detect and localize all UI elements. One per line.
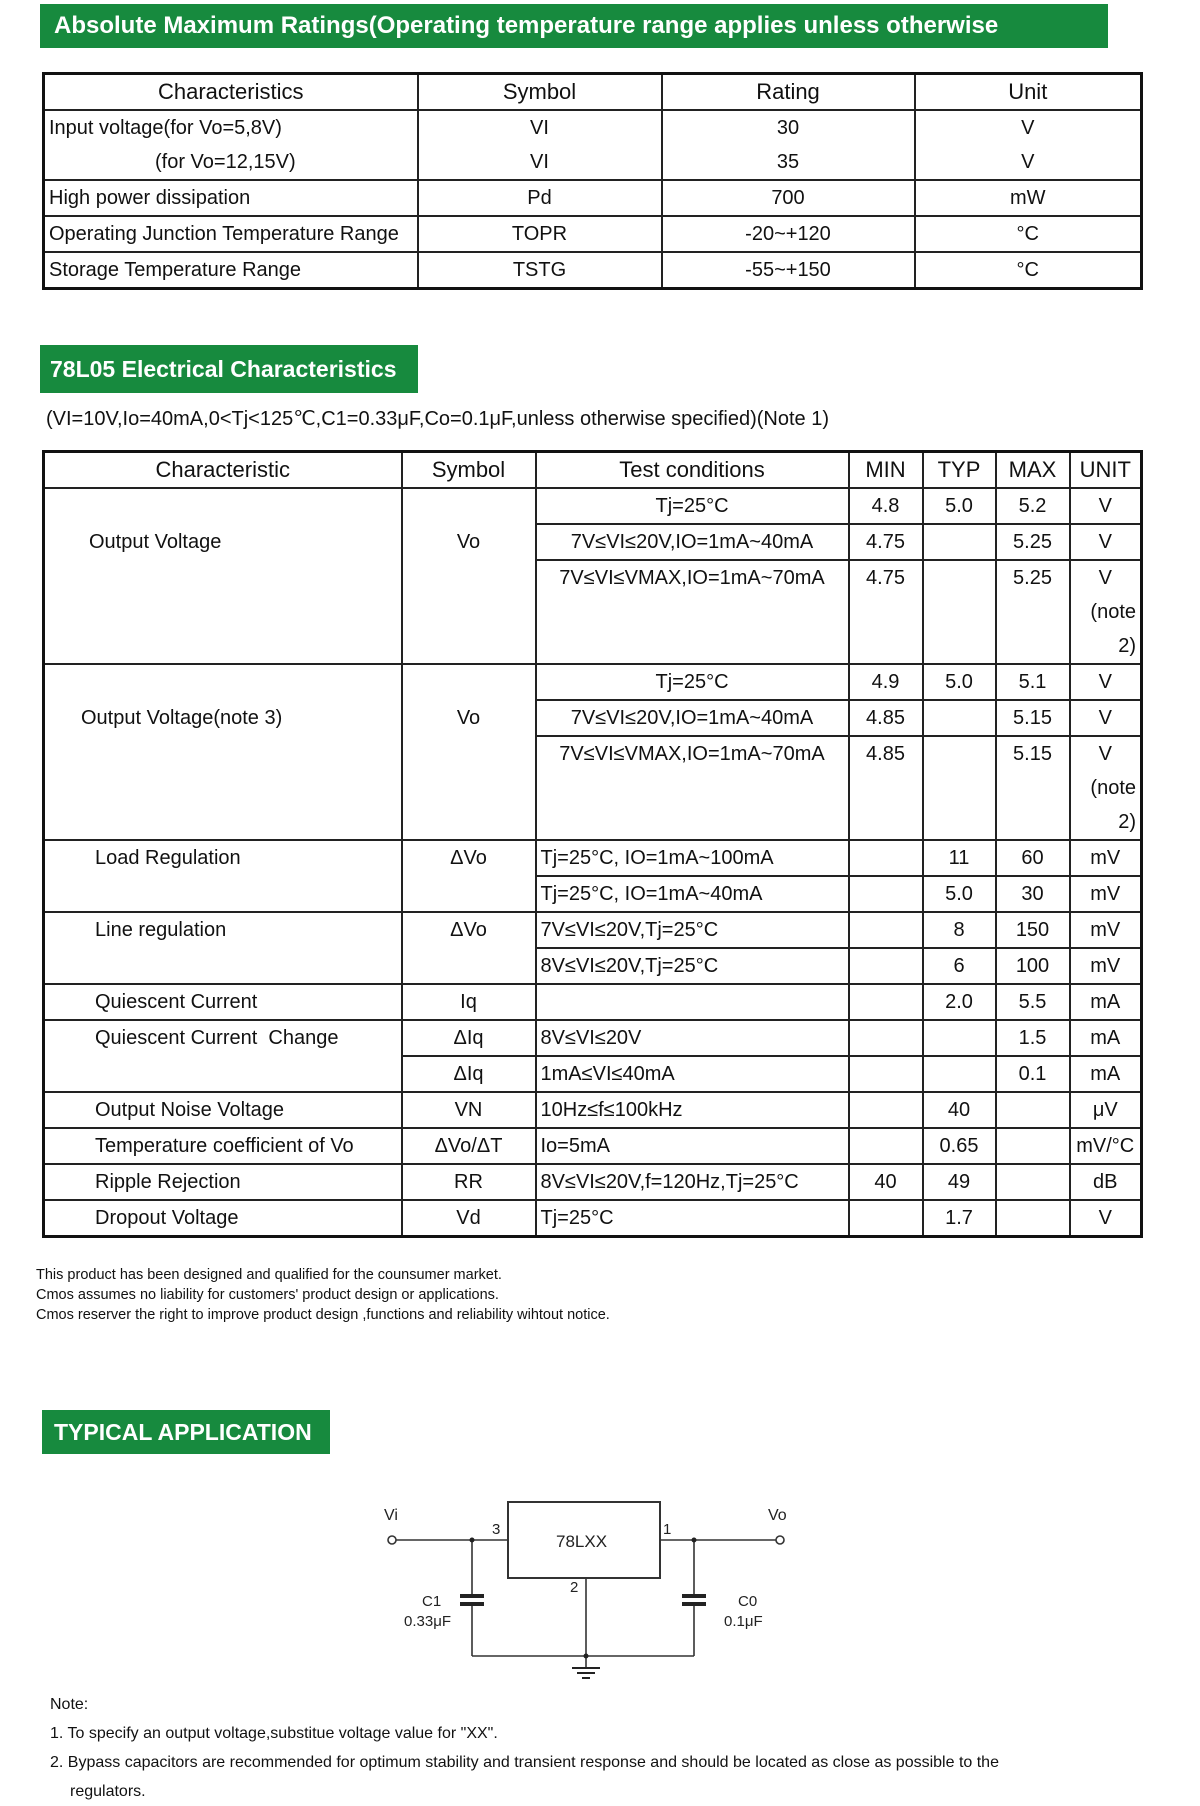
- symbol: ΔIq: [402, 1056, 536, 1092]
- symbol: ΔVo/ΔT: [402, 1128, 536, 1164]
- max: 5.2: [996, 488, 1070, 524]
- table-row: [44, 110, 1142, 145]
- row-rating: 700: [662, 180, 915, 216]
- table-row: [44, 216, 1142, 252]
- cond: 7V≤VI≤20V,IO=1mA~40mA: [536, 700, 849, 736]
- cond: Io=5mA: [536, 1128, 849, 1164]
- header-typ: TYP: [923, 452, 996, 489]
- table-row: [44, 252, 1142, 289]
- table-row: [44, 1020, 1142, 1056]
- c1-name-label: C1: [422, 1593, 442, 1610]
- cond: 8V≤VI≤20V: [536, 1020, 849, 1056]
- quiescent-current-name: Quiescent Current: [44, 984, 402, 1020]
- min: [849, 840, 923, 876]
- row-symbol: TSTG: [418, 252, 662, 289]
- cond: 7V≤VI≤20V,IO=1mA~40mA: [536, 524, 849, 560]
- unit: mV: [1070, 876, 1142, 912]
- unit-note: (note: [1070, 771, 1142, 805]
- max: 60: [996, 840, 1070, 876]
- cond: [536, 984, 849, 1020]
- disclaimer-line: This product has been designed and qualified for the counsumer market.: [36, 1267, 502, 1283]
- max: [996, 1092, 1070, 1128]
- load-regulation-name: Load Regulation: [44, 840, 402, 912]
- disclaimer: [36, 1265, 610, 1325]
- row-name: High power dissipation: [44, 180, 418, 216]
- vi-label: Vi: [384, 1507, 398, 1524]
- unit: mV/°C: [1070, 1128, 1142, 1164]
- unit: V: [1070, 488, 1142, 524]
- table-row: [44, 1200, 1142, 1237]
- max: 150: [996, 912, 1070, 948]
- unit: V: [1070, 664, 1142, 700]
- min: [849, 1092, 923, 1128]
- typ: [923, 736, 996, 840]
- row-name: (for Vo=12,15V): [44, 145, 418, 180]
- min: 4.75: [849, 560, 923, 664]
- vo-terminal-icon: [776, 1536, 784, 1544]
- row-unit: mW: [915, 180, 1142, 216]
- header-max: MAX: [996, 452, 1070, 489]
- max: 5.5: [996, 984, 1070, 1020]
- min: 4.8: [849, 488, 923, 524]
- typ: 6: [923, 948, 996, 984]
- row-rating: -20~+120: [662, 216, 915, 252]
- note-item: regulators.: [70, 1783, 146, 1800]
- row-symbol: TOPR: [418, 216, 662, 252]
- max: 5.25: [996, 560, 1070, 664]
- line-regulation-name: Line regulation: [44, 912, 402, 984]
- min: [849, 876, 923, 912]
- output-voltage-note3-name: Output Voltage(note 3): [44, 664, 402, 840]
- row-unit: °C: [915, 252, 1142, 289]
- absolute-max-ratings-table: [42, 72, 1143, 290]
- header-rating: Rating: [662, 74, 915, 111]
- typ: 5.0: [923, 876, 996, 912]
- unit-note: (note: [1070, 595, 1142, 629]
- absolute-max-ratings-banner: Absolute Maximum Ratings(Operating temperature range applies unless otherwise specified): [40, 4, 1108, 48]
- max: [996, 1128, 1070, 1164]
- unit: mA: [1070, 1056, 1142, 1092]
- pin-gnd-label: 2: [570, 1579, 579, 1596]
- typical-application-banner: TYPICAL APPLICATION: [42, 1410, 330, 1454]
- unit: mA: [1070, 1020, 1142, 1056]
- vo-label: Vo: [768, 1507, 787, 1524]
- max: 5.1: [996, 664, 1070, 700]
- cond: 7V≤VI≤VMAX,IO=1mA~70mA: [536, 560, 849, 664]
- symbol: ΔIq: [402, 1020, 536, 1056]
- c1-value-label: 0.33μF: [404, 1613, 451, 1630]
- max: 30: [996, 876, 1070, 912]
- row-unit: °C: [915, 216, 1142, 252]
- table-row: [44, 488, 1142, 524]
- unit: mA: [1070, 984, 1142, 1020]
- min: [849, 1128, 923, 1164]
- disclaimer-line: Cmos assumes no liability for customers' product design or applications.: [36, 1287, 499, 1303]
- max: [996, 1164, 1070, 1200]
- typ: 5.0: [923, 664, 996, 700]
- max: 5.15: [996, 700, 1070, 736]
- cond: Tj=25°C: [536, 1200, 849, 1237]
- table-row: [44, 840, 1142, 876]
- disclaimer-line: Cmos reserver the right to improve product design ,functions and reliability wihtout notice.: [36, 1307, 610, 1323]
- max: 100: [996, 948, 1070, 984]
- c0-name-label: C0: [738, 1593, 758, 1610]
- table-header-row: [44, 74, 1142, 111]
- line-regulation-symbol: ΔVo: [402, 912, 536, 984]
- typ: 5.0: [923, 488, 996, 524]
- row-rating: -55~+150: [662, 252, 915, 289]
- row-symbol: VI: [418, 110, 662, 145]
- unit: V: [1070, 560, 1142, 595]
- row-rating: 30: [662, 110, 915, 145]
- dropout-voltage-name: Dropout Voltage: [44, 1200, 402, 1237]
- quiescent-current-symbol: Iq: [402, 984, 536, 1020]
- cond: Tj=25°C, IO=1mA~100mA: [536, 840, 849, 876]
- row-symbol: VI: [418, 145, 662, 180]
- table-row: [44, 145, 1142, 180]
- unit: V: [1070, 700, 1142, 736]
- unit-note: 2): [1070, 805, 1142, 840]
- header-unit: Unit: [915, 74, 1142, 111]
- min: [849, 1056, 923, 1092]
- typ: 2.0: [923, 984, 996, 1020]
- header-symbol: Symbol: [418, 74, 662, 111]
- c0-capacitor-icon: [682, 1596, 706, 1604]
- typ: 40: [923, 1092, 996, 1128]
- unit: dB: [1070, 1164, 1142, 1200]
- table-row: [44, 984, 1142, 1020]
- max: 5.15: [996, 736, 1070, 840]
- unit-note: 2): [1070, 629, 1142, 664]
- table-row: [44, 912, 1142, 948]
- symbol: Vd: [402, 1200, 536, 1237]
- max: 1.5: [996, 1020, 1070, 1056]
- header-min: MIN: [849, 452, 923, 489]
- table-row: [44, 664, 1142, 700]
- max: [996, 1200, 1070, 1237]
- chip-label: 78LXX: [556, 1532, 608, 1551]
- electrical-characteristics-banner: 78L05 Electrical Characteristics: [40, 345, 418, 393]
- table-header-row: [44, 452, 1142, 489]
- typ: [923, 1020, 996, 1056]
- c0-value-label: 0.1μF: [724, 1613, 763, 1630]
- cond: Tj=25°C: [536, 664, 849, 700]
- header-symbol: Symbol: [402, 452, 536, 489]
- typ: 1.7: [923, 1200, 996, 1237]
- unit: mV: [1070, 840, 1142, 876]
- table-row: [44, 180, 1142, 216]
- cond: Tj=25°C: [536, 488, 849, 524]
- typ: 11: [923, 840, 996, 876]
- header-unit: UNIT: [1070, 452, 1142, 489]
- min: [849, 912, 923, 948]
- min: 40: [849, 1164, 923, 1200]
- min: 4.9: [849, 664, 923, 700]
- output-noise-voltage-name: Output Noise Voltage: [44, 1092, 402, 1128]
- symbol: RR: [402, 1164, 536, 1200]
- unit: mV: [1070, 948, 1142, 984]
- c1-capacitor-icon: [460, 1596, 484, 1604]
- min: [849, 1200, 923, 1237]
- notes-section: [50, 1690, 1130, 1806]
- row-name: Storage Temperature Range: [44, 252, 418, 289]
- pin-in-label: 3: [492, 1521, 501, 1538]
- note-item: 2. Bypass capacitors are recommended for optimum stability and transient response and should be located as close as possible to the: [50, 1754, 999, 1771]
- typ: [923, 524, 996, 560]
- typ: [923, 560, 996, 664]
- unit: μV: [1070, 1092, 1142, 1128]
- cond: 8V≤VI≤20V,f=120Hz,Tj=25°C: [536, 1164, 849, 1200]
- output-voltage-symbol: Vo: [402, 488, 536, 664]
- output-voltage-name: Output Voltage: [44, 488, 402, 664]
- unit: V: [1070, 1200, 1142, 1237]
- min: 4.75: [849, 524, 923, 560]
- unit: V: [1070, 736, 1142, 771]
- header-characteristic: Characteristic: [44, 452, 402, 489]
- max: 0.1: [996, 1056, 1070, 1092]
- ripple-rejection-name: Ripple Rejection: [44, 1164, 402, 1200]
- row-unit: V: [915, 110, 1142, 145]
- cond: 8V≤VI≤20V,Tj=25°C: [536, 948, 849, 984]
- typ: [923, 1056, 996, 1092]
- unit: mV: [1070, 912, 1142, 948]
- row-symbol: Pd: [418, 180, 662, 216]
- table-row: [44, 1128, 1142, 1164]
- row-rating: 35: [662, 145, 915, 180]
- typ: 8: [923, 912, 996, 948]
- vi-terminal-icon: [388, 1536, 396, 1544]
- table-row: [44, 1164, 1142, 1200]
- min: 4.85: [849, 736, 923, 840]
- test-conditions-note: (VI=10V,Io=40mA,0<Tj<125℃,C1=0.33μF,Co=0.1μF,unless otherwise specified)(Note 1): [46, 408, 829, 430]
- typ: 49: [923, 1164, 996, 1200]
- symbol: VN: [402, 1092, 536, 1128]
- note-item: 1. To specify an output voltage,substitue voltage value for "XX".: [50, 1725, 498, 1742]
- header-characteristics: Characteristics: [44, 74, 418, 111]
- row-name: Input voltage(for Vo=5,8V): [44, 110, 418, 145]
- temperature-coefficient-name: Temperature coefficient of Vo: [44, 1128, 402, 1164]
- cond: Tj=25°C, IO=1mA~40mA: [536, 876, 849, 912]
- min: 4.85: [849, 700, 923, 736]
- row-name: Operating Junction Temperature Range: [44, 216, 418, 252]
- cond: 7V≤VI≤VMAX,IO=1mA~70mA: [536, 736, 849, 840]
- output-voltage-note3-symbol: Vo: [402, 664, 536, 840]
- quiescent-current-change-name: Quiescent Current Change: [44, 1020, 402, 1092]
- typical-application-diagram: [380, 1490, 800, 1690]
- cond: 7V≤VI≤20V,Tj=25°C: [536, 912, 849, 948]
- typ: [923, 700, 996, 736]
- max: 5.25: [996, 524, 1070, 560]
- min: [849, 984, 923, 1020]
- electrical-characteristics-table: [42, 450, 1143, 1238]
- table-row: [44, 1092, 1142, 1128]
- pin-out-label: 1: [663, 1521, 672, 1538]
- unit: V: [1070, 524, 1142, 560]
- cond: 10Hz≤f≤100kHz: [536, 1092, 849, 1128]
- header-test-conditions: Test conditions: [536, 452, 849, 489]
- min: [849, 948, 923, 984]
- load-regulation-symbol: ΔVo: [402, 840, 536, 912]
- min: [849, 1020, 923, 1056]
- row-unit: V: [915, 145, 1142, 180]
- typ: 0.65: [923, 1128, 996, 1164]
- notes-title: Note:: [50, 1696, 89, 1713]
- cond: 1mA≤VI≤40mA: [536, 1056, 849, 1092]
- ground-icon: [572, 1668, 600, 1678]
